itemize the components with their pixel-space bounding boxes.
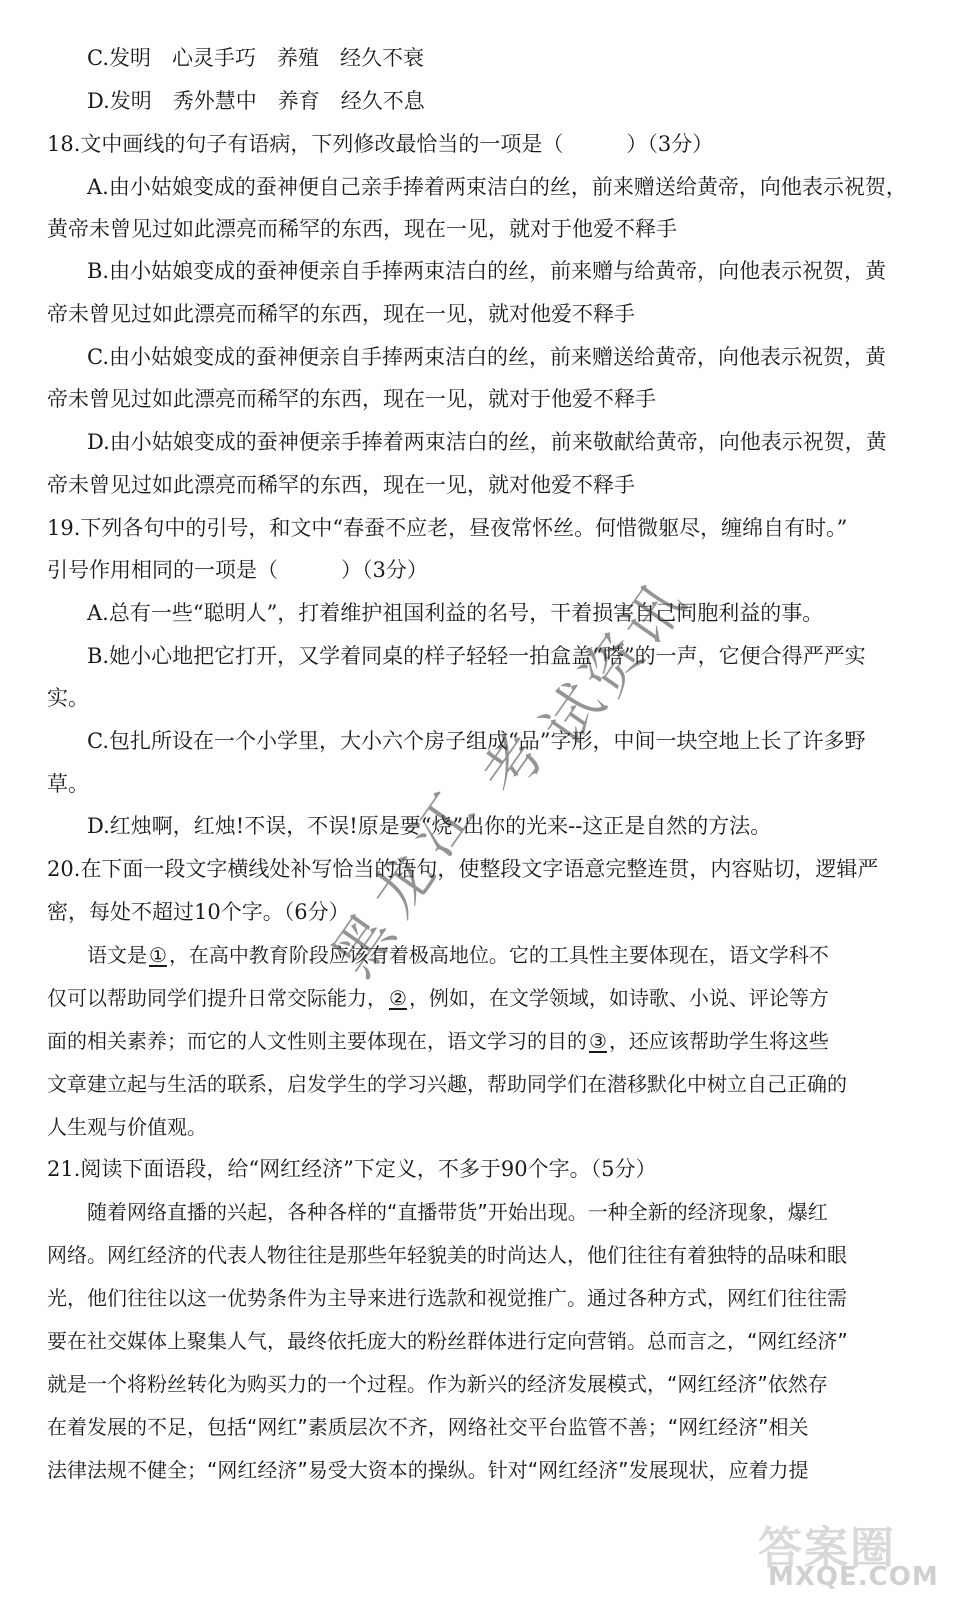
q20-stem-2: 密，每处不超过10个字。（6分） bbox=[47, 900, 350, 924]
q19-option-b-2: 实。 bbox=[47, 686, 89, 710]
q18-option-d-2: 帝未曾见过如此漂亮而稀罕的东西，现在一见，就对他爱不释手 bbox=[47, 473, 635, 497]
watermark-char: 黑 bbox=[318, 901, 408, 989]
q19-stem-2: 引号作用相同的一项是（ ）（3分） bbox=[47, 558, 428, 582]
q20-passage-text: 语文是 bbox=[87, 943, 147, 967]
q18-option-d-1: D.由小姑娘变成的蚕神便亲手捧着两束洁白的丝，前来敬献给黄帝，向他表示祝贺，黄 bbox=[87, 430, 887, 454]
q19-option-c-2: 草。 bbox=[47, 772, 89, 796]
q20-passage-text: ，还应该帮助学生将这些 bbox=[608, 1029, 829, 1053]
q21-passage-line-6: 在着发展的不足，包括“网红”素质层次不齐，网络社交平台监管不善；“网红经济”相关 bbox=[47, 1415, 809, 1439]
q21-passage-line-3: 光，他们往往以这一优势条件为主导来进行选款和视觉推广。通过各种方式，网红们往往需 bbox=[47, 1286, 847, 1310]
q18-option-b-2: 帝未曾见过如此漂亮而稀罕的东西，现在一见，就对他爱不释手 bbox=[47, 302, 635, 326]
q19-option-d: D.红烛啊，红烛!不误，不误!原是要“烧”出你的光来--这正是自然的方法。 bbox=[87, 814, 772, 838]
q18-option-a-1: A.由小姑娘变成的蚕神便自己亲手捧着两束洁白的丝，前来赠送给黄帝，向他表示祝贺， bbox=[87, 175, 907, 199]
q19-option-a: A.总有一些“聪明人”，打着维护祖国利益的名号，干着损害自己同胞利益的事。 bbox=[87, 601, 824, 625]
q19-stem-1: 19.下列各句中的引号，和文中“春蚕不应老，昼夜常怀丝。何惜微躯尽，缠绵自有时。” bbox=[47, 516, 848, 540]
q20-passage-line-4: 文章建立起与生活的联系，启发学生的学习兴趣，帮助同学们在潜移默化中树立自己正确的 bbox=[47, 1072, 847, 1096]
q20-passage-text: ，例如，在文学领域，如诗歌、小说、评论等方 bbox=[408, 986, 829, 1010]
q20-passage-line-3 bbox=[0, 1026, 960, 1056]
q17-option-d: D.发明 秀外慧中 养育 经久不息 bbox=[87, 89, 425, 113]
q21-passage-line-2: 网络。网红经济的代表人物往往是那些年轻貌美的时尚达人，他们往往有着独特的品味和眼 bbox=[47, 1243, 847, 1267]
q18-stem: 18.文中画线的句子有语病，下列修改最恰当的一项是（ ）（3分） bbox=[47, 132, 714, 156]
q17-option-c: C.发明 心灵手巧 养殖 经久不衰 bbox=[87, 46, 424, 70]
watermark-char: 江 bbox=[398, 781, 488, 869]
q19-option-b-1: B.她小心地把它打开，又学着同桌的样子轻轻一拍盒盖“嗒”的一声，它便合得严严实 bbox=[87, 644, 866, 668]
q20-passage-text: 面的相关素养；而它的人文性则主要体现在，语文学习的目的 bbox=[47, 1029, 587, 1053]
q21-stem: 21.阅读下面语段，给“网红经济”下定义，不多于90个字。（5分） bbox=[47, 1157, 657, 1181]
watermark-char: 试 bbox=[528, 671, 618, 759]
q21-passage-line-1: 随着网络直播的兴起，各种各样的“直播带货”开始出现。一种全新的经济现象，爆红 bbox=[87, 1200, 828, 1224]
q18-option-a-2: 黄帝未曾见过如此漂亮而稀罕的东西，现在一见，就对于他爱不释手 bbox=[47, 217, 677, 241]
watermark-char: 讯 bbox=[608, 571, 698, 659]
q20-passage-text: 仅可以帮助同学们提升日常交际能力， bbox=[47, 986, 387, 1010]
q19-option-c-1: C.包扎所设在一个小学里，大小六个房子组成“品”字形，中间一块空地上长了许多野 bbox=[87, 729, 866, 753]
watermark-char: 龙 bbox=[358, 841, 448, 929]
logo-url: MXQE.COM bbox=[768, 1562, 939, 1592]
site-logo bbox=[748, 1500, 948, 1596]
q21-passage-line-7: 法律法规不健全；“网红经济”易受大资本的操纵。针对“网红经济”发展现状，应着力提 bbox=[47, 1458, 809, 1482]
q21-passage-line-5: 就是一个将粉丝转化为购买力的一个过程。作为新兴的经济发展模式，“网红经济”依然存 bbox=[47, 1372, 828, 1396]
watermark-char: 资 bbox=[568, 621, 658, 709]
answer-blank-2: ② bbox=[389, 986, 407, 1010]
q18-option-c-2: 帝未曾见过如此漂亮而稀罕的东西，现在一见，就对于他爱不释手 bbox=[47, 387, 656, 411]
q20-passage-line-2 bbox=[0, 983, 960, 1013]
q18-option-b-1: B.由小姑娘变成的蚕神便亲自手捧两束洁白的丝，前来赠与给黄帝，向他表示祝贺，黄 bbox=[87, 259, 887, 283]
q20-passage-text: ，在高中教育阶段应该有着极高地位。它的工具性主要体现在，语文学科不 bbox=[168, 943, 829, 967]
watermark-char: 考 bbox=[468, 721, 558, 809]
q21-passage-line-4: 要在社交媒体上聚集人气，最终依托庞大的粉丝群体进行定向营销。总而言之，“网红经济” bbox=[47, 1329, 848, 1353]
answer-blank-3: ③ bbox=[589, 1029, 607, 1053]
q20-passage-line-1 bbox=[0, 940, 960, 970]
answer-blank-1: ① bbox=[149, 943, 167, 967]
logo-text: 答案圈 bbox=[758, 1523, 896, 1574]
q20-stem-1: 20.在下面一段文字横线处补写恰当的语句，使整段文字语意完整连贯，内容贴切，逻辑严 bbox=[47, 857, 879, 881]
q18-option-c-1: C.由小姑娘变成的蚕神便亲自手捧两束洁白的丝，前来赠送给黄帝，向他表示祝贺，黄 bbox=[87, 345, 886, 369]
q20-passage-line-5: 人生观与价值观。 bbox=[47, 1115, 207, 1139]
